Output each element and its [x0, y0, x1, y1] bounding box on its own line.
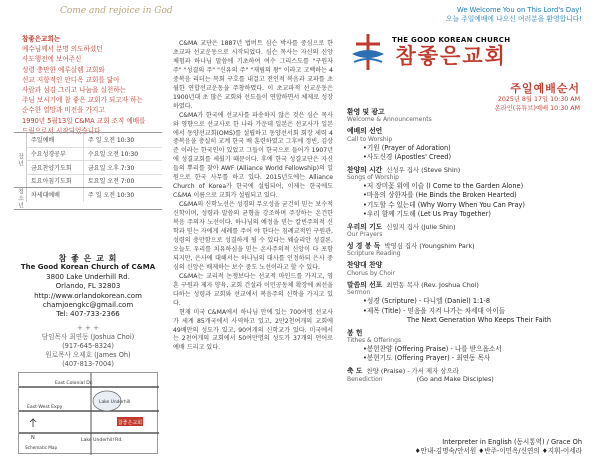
- online-service: 온라인(유튜브)예배 10:30 AM: [494, 104, 580, 112]
- section-leader: 신성우 집사 (Steve Shin): [386, 165, 461, 174]
- mission-line: 사람과 섬김 그리고 나눔을 실천하는: [22, 86, 126, 95]
- senior-pastor: 담임목사 최연동 (Joshua Choi): [41, 333, 135, 342]
- brand-english: THE GOOD KOREAN CHURCH: [392, 36, 511, 44]
- senior-pastor-phone: (917-645-8324): [62, 342, 114, 351]
- worship-item: •봉헌기도 (Offering Prayer) - 최연동 목사: [363, 354, 491, 363]
- section-heading: 환영 및 광고: [347, 108, 385, 116]
- worship-section: [347, 329, 583, 364]
- map-church-marker: 참좋은교회: [117, 420, 143, 426]
- history-paragraph: 현재 미국 C&MA에서 하나님 안에 있는 700여명 선교사가 세계 85개국에서 사역하고 있고, 2만2천여개의 교회에 49배만의 성도가 있고, 90여개의 신학교가 있다. 미국에서는 2천여개의 교회에서 50여만명의 성도가 37개의 언어로 예배 드리고 있다.: [173, 308, 333, 352]
- email-link[interactable]: chamjoengkc@gmail.com: [42, 301, 134, 310]
- mission-line: 선교 지향적인 안디옥 교회를 닮아: [22, 75, 120, 84]
- service-credits: [415, 438, 582, 455]
- schedule-group-label: 장년: [16, 153, 24, 167]
- section-subtitle: Call to Worship: [347, 135, 393, 143]
- worship-item: •제목 (Title) - 믿음을 지켜 나가는 차세대 아이들: [363, 306, 506, 315]
- worship-item: •기도할 수 있는데 (Why Worry When You Can Pray): [363, 200, 526, 209]
- map-label-schematic: Schematic Map: [25, 445, 58, 450]
- schedule-row: [26, 174, 162, 188]
- section-heading: 성 경 봉 독: [347, 242, 381, 251]
- worship-item: •봉헌찬양 (Offering Praise) - 나를 받으옵소서: [363, 344, 502, 353]
- history-paragraph: C&MA는 교리적 논쟁보다는 선교적 마인드를 가지고, 영혼 구원과 제자 양육, 교회 건설과 이민공동체 확장에 최선을 다하는 성령과 교회와 선교에서 복음주의 신학을 가지고 있다.: [173, 272, 333, 307]
- map-label-lake: Lake Underhill: [99, 400, 131, 405]
- order-of-worship: [347, 108, 583, 387]
- worship-item: •우리 함께 기도해 (Let Us Pray Together): [363, 210, 491, 219]
- worship-item: •사도신경 (Apostles' Creed): [363, 153, 452, 162]
- volunteers-line: ♦안내-김명숙/안서원 ♦반주-이민옥/신연의 ♦지휘-이세라: [414, 446, 582, 455]
- schedule-group: [14, 133, 162, 188]
- schedule-row: [26, 160, 162, 174]
- service-time: 토요일 오전 7:00: [83, 175, 162, 188]
- worship-item: •기원 (Prayer of Adoration): [363, 143, 451, 152]
- history-paragraph: C&MA가 한국에 선교사를 파송하지 않은 것은 심슨 목사와 영향으로 선교사로 한 나라 가운데 일본은 선교사가 일본에서 동양선교회(OMS)를 설립하고 동양선서회 회장 세력 4중복음을 충실히 교계 한국 배 훈련하였고 그후에 정빈, 김상준 이라는 한국인이 있었고 그들이 한국으로 들어가 1907년에 성결교회를 세웠기 때문이다. 후에 한국 성결교단은 자신들의 뿌리를 찾아 AWF (Alliance World Fellowship)의 일원으로 한국 사무를 하고 있다. 2015년도에는 Alliance Church of Korea가 한국에 설립되어, 이제는 한국에도 C&MA 이름으로 교회가 설립되고 있다.: [173, 111, 333, 200]
- church-name-english: The Good Korean Church of C&MA: [20, 263, 156, 272]
- section-subtitle: Scripture Reading: [347, 250, 401, 258]
- interpreter-line: Interpreter in English (동시통역) / Grace Oh: [442, 438, 582, 446]
- section-subtitle: Sermon: [347, 289, 371, 297]
- history-paragraph: C&MA의 신학노선은 성경의 무오성을 굳건히 믿는 보수적 신학이며, 성령과 말씀의 균형을 강조하며 주장하는 온건한 복음 주의자 노선이다. 하나님의 예정을 믿는 칼빈주의적 신학과 믿는 자에게 세례를 주어 야 한다는 침례교적인 구원관, 성령의 충만함으로 성결하게 될 수 있다는 웨슬리안 성결론, 오늘도 우리를 치유하심을 믿는 온사주의적 신앙이 다 포함되지만, 은사에 대해서는 하나님의 대사를 인정하되 은사 중심의 신앙은 배제하는 보수 중도 노선이라고 할 수 있다.: [173, 201, 333, 271]
- service-name: 금요찬양기도회: [31, 164, 72, 172]
- section-leader: 찬양 (Praise) - 가서 제자 삼으라: [366, 366, 459, 375]
- map-label-underhill: Lake Underhill Rd.: [81, 438, 123, 443]
- worship-section: [347, 166, 583, 220]
- section-subtitle: Chorus by Choir: [347, 269, 396, 277]
- worship-section: [347, 242, 583, 258]
- section-heading: 봉 헌: [347, 328, 363, 337]
- service-name: 차세대예배: [31, 192, 60, 200]
- service-time: 수요일 오전 10:30: [83, 148, 162, 161]
- worship-item: •성경 (Scripture) - 다니엘 (Daniel) 1:1-8: [363, 297, 491, 306]
- section-heading: 찬양의 시간: [347, 165, 383, 174]
- section-subtitle: Tithes & Offerings: [347, 336, 402, 344]
- service-name: 토요아침기도회: [31, 178, 72, 186]
- service-date: 2025년 8월 17일 10:30 AM: [497, 96, 580, 103]
- church-info: [14, 254, 162, 369]
- worship-item: •저 장미꽃 위에 이슬 (I Come to the Garden Alone): [363, 182, 524, 191]
- church-name-korean: 참 좋 은 교 회: [58, 254, 118, 263]
- section-subtitle-detail: (Go and Make Disciples): [416, 374, 494, 383]
- brand-korean: 참좋은교회: [395, 44, 507, 68]
- schedule-group: [14, 188, 162, 210]
- section-heading: 우리의 기도: [347, 222, 383, 231]
- section-leader: 최연동 목사 (Rev. Joshua Choi): [386, 280, 479, 289]
- location-map: [18, 372, 158, 454]
- schedule-table: [14, 132, 162, 210]
- emeritus-pastor: 원로목사 오제호 (James Oh): [45, 351, 131, 360]
- map-label-expy: East-West Expy: [27, 405, 63, 410]
- worship-item: The Next Generation Who Keeps Their Faith: [407, 316, 552, 325]
- history-paragraph: C&MA 교단은 1887년 법버트 심슨 박사를 중심으로 한 초교파 선교운동으로 시작되었다. 심슨 목사는 자신의 신앙체험과 하나님 말씀에 기초하여 여수 그리스도를 "구원자 주" "성결의 주" "신유의 주" "재림의 왕" 이라고 고백하는 4중복음 리더는 목회 구호를 내걸고 전인적 복음과 교파를 초월한 연합선교운동을 주창하였다. 이 초교파적 선교운동은 1900년대 초 많은 교회와 선도들이 연합하면서 체제로 성장하였다.: [173, 40, 333, 110]
- worship-section: [347, 281, 583, 326]
- section-leader: 신일지 집사 (Julie Shin): [386, 222, 456, 231]
- service-time: 금요일 오후 7:30: [83, 161, 162, 174]
- north-arrow-icon: [30, 419, 36, 427]
- church-brand: [392, 36, 510, 68]
- mission-statement: [22, 34, 162, 136]
- service-time: 주 일 오전 10:30: [83, 188, 162, 202]
- section-heading: 축 도: [347, 366, 363, 375]
- worship-section: [347, 367, 583, 384]
- map-label-colonial: East Colonial Dr.: [55, 381, 93, 386]
- address-line-2: Orlando, FL 32803: [55, 282, 121, 291]
- section-heading: 말씀의 선포: [347, 280, 383, 289]
- worship-section: [347, 108, 583, 124]
- map-north-label: N: [31, 435, 35, 441]
- worship-section: [347, 261, 583, 277]
- welcome-korean: 오늘 주일예배에 나오신 여러분을 환영합니다!: [445, 15, 582, 23]
- mission-line: 드림으로서 시작되었습니다: [22, 126, 101, 135]
- schedule-row: [26, 188, 162, 202]
- schedule-row: [26, 133, 162, 147]
- section-subtitle: Songs of Worship: [347, 173, 399, 181]
- schedule-row: [26, 147, 162, 161]
- section-heading: 예배의 선언: [347, 127, 383, 136]
- denomination-history: [173, 40, 333, 353]
- service-name: 주일예배: [31, 137, 55, 145]
- service-time: 주 일 오전 10:30: [83, 133, 162, 147]
- phone-number: Tel: 407-733-2366: [56, 310, 120, 319]
- section-leader: 박영심 집사 (Youngshim Park): [384, 242, 475, 251]
- worship-item: •마음의 상한자를 (He Binds the Broken Hearted): [363, 191, 517, 200]
- website-link[interactable]: http://www.orlandokorean.com: [34, 291, 142, 300]
- welcome-english: We Welcome You on This Lord's Day!: [457, 6, 582, 14]
- section-subtitle: Benediction: [347, 375, 383, 383]
- section-subtitle: Our Prayers: [347, 230, 383, 238]
- mission-line: 순수한 열망과 비전을 가지고: [22, 106, 105, 115]
- worship-section: [347, 223, 583, 239]
- worship-section: [347, 127, 583, 162]
- service-name: 수요성경공부: [31, 151, 66, 159]
- divider-plus: + + +: [76, 323, 100, 332]
- emeritus-pastor-phone: (407-813-7004): [62, 360, 114, 369]
- section-heading: 찬양대 찬양: [347, 261, 383, 270]
- schedule-group-label: 청소년: [16, 188, 24, 209]
- address-line-1: 3800 Lake Underhill Rd.: [46, 272, 130, 281]
- mission-line: 주님 보시기에 참 좋은 교회가 되고자 하는: [22, 96, 143, 105]
- mission-line: 참좋은교회는: [22, 35, 61, 43]
- mission-line: 1990년 5월13일 C&MA 교회 조직 예배를: [22, 116, 146, 125]
- welcome-message: [446, 6, 582, 24]
- mission-line: 예수님께서 분명 의도하셨던: [22, 45, 103, 54]
- banner-text: Come and rejoice in God: [60, 6, 173, 16]
- mission-line: 사도행전에 보여주신: [22, 55, 82, 64]
- church-logo-icon: [348, 32, 388, 72]
- section-subtitle: Welcome & Announcements: [347, 116, 432, 124]
- bulletin-title: 주일예배순서: [510, 82, 580, 95]
- mission-line: 성령 충만한 예루살렘 교회와: [22, 65, 105, 74]
